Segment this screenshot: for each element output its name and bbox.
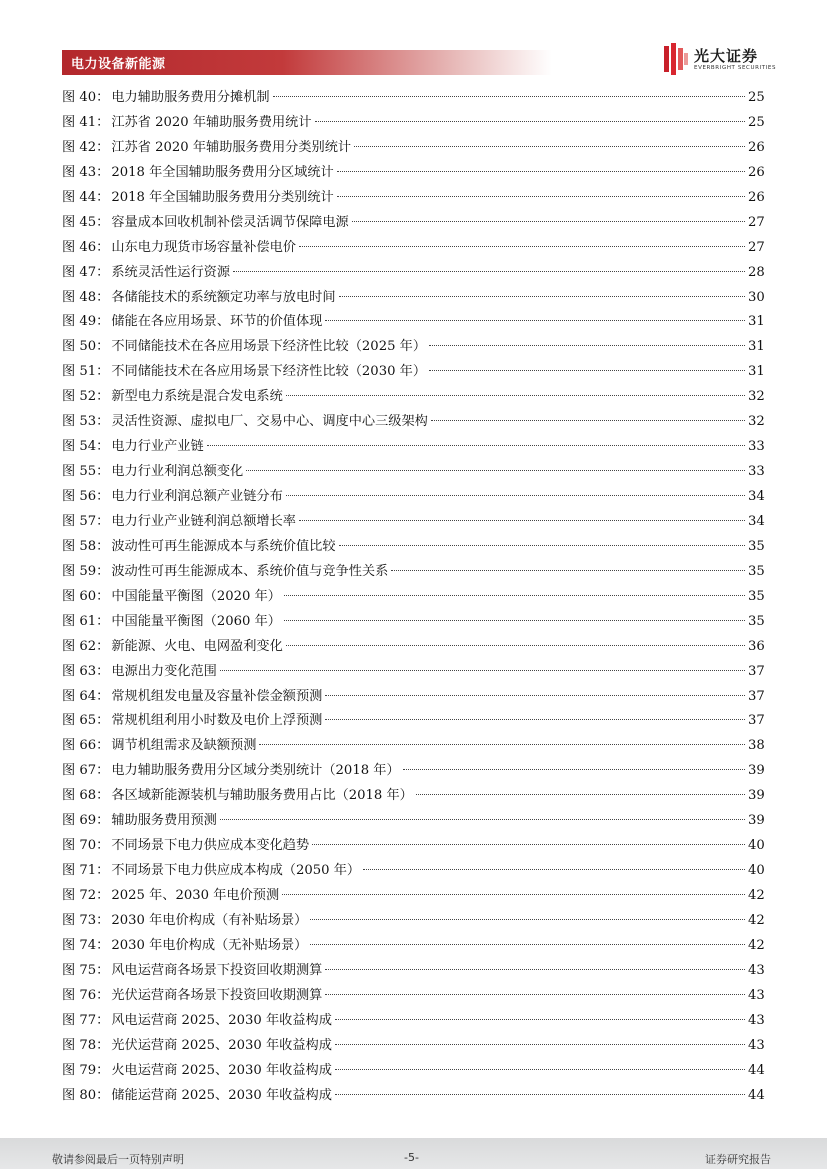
toc-dot-leader	[310, 944, 745, 945]
toc-figure-label: 图 64：	[62, 688, 110, 704]
toc-entry[interactable]	[62, 410, 764, 435]
toc-figure-title[interactable]: 中国能量平衡图（2020 年）	[111, 588, 281, 604]
toc-entry[interactable]	[62, 460, 764, 485]
toc-entry[interactable]	[62, 286, 764, 311]
toc-entry[interactable]	[62, 635, 764, 660]
toc-page-number[interactable]: 40	[748, 863, 765, 879]
toc-entry[interactable]	[62, 211, 764, 236]
toc-entry[interactable]	[62, 859, 764, 884]
toc-entry[interactable]	[62, 809, 764, 834]
toc-entry[interactable]	[62, 111, 764, 136]
toc-figure-title[interactable]: 江苏省 2020 年辅助服务费用分类别统计	[111, 139, 352, 155]
toc-figure-label: 图 47：	[62, 264, 110, 280]
toc-dot-leader	[246, 470, 745, 471]
toc-figure-label: 图 43：	[62, 164, 110, 180]
toc-figure-title[interactable]: 常规机组利用小时数及电价上浮预测	[111, 713, 323, 729]
toc-dot-leader	[325, 994, 745, 995]
toc-figure-label: 图 42：	[62, 139, 110, 155]
logo-text-cn: 光大证券	[694, 47, 759, 65]
toc-page-number[interactable]: 37	[748, 688, 765, 704]
toc-dot-leader	[220, 670, 745, 671]
toc-page-number[interactable]: 25	[748, 114, 765, 130]
toc-page-number[interactable]: 44	[748, 1062, 765, 1078]
toc-dot-leader	[337, 196, 745, 197]
toc-dot-leader	[339, 296, 745, 297]
toc-dot-leader	[352, 221, 745, 222]
toc-dot-leader	[284, 620, 745, 621]
toc-page-number[interactable]: 38	[748, 738, 765, 754]
toc-dot-leader	[403, 769, 745, 770]
toc-figure-label: 图 62：	[62, 638, 110, 654]
toc-dot-leader	[429, 370, 745, 371]
toc-figure-title[interactable]: 调节机组需求及缺额预测	[111, 738, 257, 754]
toc-dot-leader	[325, 719, 745, 720]
toc-entry[interactable]	[62, 984, 764, 1009]
toc-entry[interactable]	[62, 1009, 764, 1034]
toc-figure-label: 图 50：	[62, 339, 110, 355]
toc-dot-leader	[335, 1044, 745, 1045]
toc-entry[interactable]	[62, 959, 764, 984]
toc-dot-leader	[299, 246, 745, 247]
toc-page-number[interactable]: 42	[748, 888, 765, 903]
toc-dot-leader	[325, 695, 745, 696]
toc-figure-title[interactable]: 各区域新能源装机与辅助服务费用占比（2018 年）	[111, 788, 413, 804]
logo-text-en: EVERBRIGHT SECURITIES	[694, 65, 777, 71]
toc-page-number[interactable]: 39	[748, 788, 765, 804]
toc-dot-leader	[315, 121, 745, 122]
toc-figure-title[interactable]: 风电运营商 2025、2030 年收益构成	[111, 1012, 332, 1028]
toc-page-number[interactable]: 37	[748, 713, 765, 729]
toc-entry[interactable]	[62, 884, 764, 909]
toc-figure-label: 图 78：	[62, 1037, 110, 1053]
toc-figure-title[interactable]: 电力辅助服务费用分摊机制	[111, 90, 270, 105]
toc-dot-leader	[282, 894, 745, 895]
toc-figure-title[interactable]: 波动性可再生能源成本、系统价值与竞争性关系	[111, 563, 389, 579]
disclaimer-note: 敬请参阅最后一页特别声明	[52, 1153, 184, 1166]
toc-page-number[interactable]: 34	[748, 489, 765, 504]
toc-entry[interactable]	[62, 310, 764, 335]
toc-figure-title[interactable]: 系统灵活性运行资源	[111, 264, 231, 280]
toc-entry[interactable]	[62, 360, 764, 385]
toc-figure-title[interactable]: 2030 年电价构成（无补贴场景）	[111, 937, 308, 953]
toc-figure-label: 图 46：	[62, 239, 110, 255]
toc-page-number[interactable]: 31	[748, 314, 765, 330]
toc-entry[interactable]	[62, 86, 764, 111]
toc-entry[interactable]	[62, 909, 764, 934]
toc-figure-title[interactable]: 光伏运营商各场景下投资回收期测算	[111, 987, 323, 1003]
toc-entry[interactable]	[62, 1034, 764, 1059]
toc-figure-label: 图 74：	[62, 937, 110, 953]
toc-figure-label: 图 68：	[62, 788, 110, 804]
toc-figure-label: 图 59：	[62, 563, 110, 579]
toc-page-number[interactable]: 25	[748, 90, 765, 105]
toc-figure-label: 图 60：	[62, 588, 110, 604]
toc-figure-title[interactable]: 电力行业利润总额产业链分布	[111, 489, 283, 504]
everbright-logo-icon	[662, 42, 690, 76]
report-type: 证券研究报告	[705, 1153, 771, 1166]
toc-page-number[interactable]: 43	[748, 962, 765, 978]
toc-dot-leader	[284, 595, 745, 596]
toc-figure-label: 图 48：	[62, 289, 110, 305]
toc-figure-title[interactable]: 2025 年、2030 年电价预测	[111, 888, 280, 903]
toc-figure-title[interactable]: 火电运营商 2025、2030 年收益构成	[111, 1062, 332, 1078]
toc-figure-label: 图 63：	[62, 663, 110, 679]
toc-entry[interactable]	[62, 560, 764, 585]
toc-entry[interactable]	[62, 535, 764, 560]
toc-page-number[interactable]: 42	[748, 912, 765, 928]
toc-page-number[interactable]: 33	[748, 439, 765, 455]
toc-page-number[interactable]: 43	[748, 1012, 765, 1028]
toc-page-number[interactable]: 35	[748, 563, 765, 579]
toc-figure-title[interactable]: 风电运营商各场景下投资回收期测算	[111, 962, 323, 978]
toc-page-number[interactable]: 26	[748, 164, 765, 180]
toc-dot-leader	[299, 520, 745, 521]
toc-dot-leader	[325, 320, 745, 321]
toc-figure-label: 图 49：	[62, 314, 110, 330]
toc-entry[interactable]	[62, 435, 764, 460]
toc-figure-label: 图 69：	[62, 813, 110, 829]
toc-figure-title[interactable]: 储能在各应用场景、环节的价值体现	[111, 314, 323, 330]
everbright-logo	[662, 42, 777, 76]
toc-figure-title[interactable]: 常规机组发电量及容量补偿金额预测	[111, 688, 323, 704]
toc-page-number[interactable]: 44	[748, 1087, 765, 1103]
toc-dot-leader	[431, 420, 745, 421]
toc-entry[interactable]	[62, 335, 764, 360]
toc-figure-label: 图 58：	[62, 538, 110, 554]
toc-entry[interactable]	[62, 784, 764, 809]
toc-dot-leader	[335, 1019, 745, 1020]
toc-dot-leader	[339, 545, 745, 546]
toc-entry[interactable]	[62, 161, 764, 186]
toc-entry[interactable]	[62, 485, 764, 510]
toc-page-number[interactable]: 39	[748, 813, 765, 829]
toc-page-number[interactable]: 35	[748, 588, 765, 604]
toc-dot-leader	[233, 271, 745, 272]
toc-dot-leader	[363, 869, 745, 870]
toc-entry[interactable]	[62, 709, 764, 734]
toc-figure-title[interactable]: 2030 年电价构成（有补贴场景）	[111, 912, 308, 928]
toc-dot-leader	[416, 794, 745, 795]
toc-page-number[interactable]: 36	[748, 638, 765, 654]
toc-page-number[interactable]: 31	[748, 339, 765, 355]
toc-page-number[interactable]: 32	[748, 389, 765, 405]
toc-figure-label: 图 80：	[62, 1087, 110, 1103]
toc-figure-label: 图 71：	[62, 863, 110, 879]
toc-entry[interactable]	[62, 385, 764, 410]
toc-figure-label: 图 76：	[62, 987, 110, 1003]
toc-page-number[interactable]: 39	[748, 763, 765, 779]
toc-figure-label: 图 67：	[62, 763, 110, 779]
toc-figure-label: 图 73：	[62, 912, 110, 928]
toc-page-number[interactable]: 28	[748, 264, 765, 280]
toc-dot-leader	[337, 171, 745, 172]
toc-figure-title[interactable]: 2018 年全国辅助服务费用分区域统计	[111, 164, 334, 180]
toc-entry[interactable]	[62, 660, 764, 685]
toc-page-number[interactable]: 34	[748, 513, 765, 529]
toc-figure-label: 图 51：	[62, 364, 110, 380]
page-number: -5-	[404, 1151, 419, 1164]
toc-entry[interactable]	[62, 759, 764, 784]
toc-figure-label: 图 65：	[62, 713, 110, 729]
toc-dot-leader	[286, 395, 745, 396]
toc-entry[interactable]	[62, 934, 764, 959]
toc-dot-leader	[335, 1094, 745, 1095]
toc-figure-title[interactable]: 辅助服务费用预测	[111, 813, 217, 829]
toc-figure-title[interactable]: 不同场景下电力供应成本构成（2050 年）	[111, 863, 361, 879]
toc-dot-leader	[207, 445, 745, 446]
toc-figure-label: 图 75：	[62, 962, 110, 978]
toc-figure-label: 图 52：	[62, 389, 110, 405]
toc-figure-title[interactable]: 电源出力变化范围	[111, 663, 217, 679]
toc-entry[interactable]	[62, 1059, 764, 1084]
toc-dot-leader	[259, 744, 745, 745]
toc-figure-title[interactable]: 储能运营商 2025、2030 年收益构成	[111, 1087, 332, 1103]
toc-page-number[interactable]: 42	[748, 937, 765, 953]
toc-page-number[interactable]: 27	[748, 214, 765, 230]
toc-entry[interactable]	[62, 585, 764, 610]
toc-page-number[interactable]: 32	[748, 414, 765, 430]
toc-dot-leader	[286, 495, 745, 496]
toc-page-number[interactable]: 43	[748, 987, 765, 1003]
toc-figure-title[interactable]: 不同储能技术在各应用场景下经济性比较（2030 年）	[111, 364, 427, 380]
toc-figure-label: 图 40：	[62, 90, 110, 105]
toc-dot-leader	[335, 1069, 745, 1070]
section-title: 电力设备新能源	[71, 57, 166, 72]
toc-figure-title[interactable]: 各储能技术的系统额定功率与放电时间	[111, 289, 336, 305]
toc-page-number[interactable]: 26	[748, 139, 765, 155]
toc-figure-label: 图 57：	[62, 513, 110, 529]
toc-entry[interactable]	[62, 236, 764, 261]
toc-entry[interactable]	[62, 685, 764, 710]
toc-figure-label: 图 54：	[62, 439, 110, 455]
toc-figure-label: 图 55：	[62, 464, 110, 480]
toc-entry[interactable]	[62, 186, 764, 211]
toc-figure-title[interactable]: 电力行业产业链	[111, 439, 204, 455]
toc-entry[interactable]	[62, 834, 764, 859]
page-footer	[0, 1138, 827, 1169]
toc-figure-title[interactable]: 波动性可再生能源成本与系统价值比较	[111, 538, 336, 554]
toc-figure-label: 图 66：	[62, 738, 110, 754]
toc-figure-label: 图 79：	[62, 1062, 110, 1078]
toc-dot-leader	[273, 96, 745, 97]
toc-figure-label: 图 41：	[62, 114, 110, 130]
toc-dot-leader	[391, 570, 745, 571]
toc-figure-label: 图 56：	[62, 489, 110, 504]
toc-figure-label: 图 77：	[62, 1012, 110, 1028]
toc-figure-title[interactable]: 电力行业利润总额变化	[111, 464, 244, 480]
toc-dot-leader	[312, 844, 745, 845]
toc-figure-label: 图 53：	[62, 414, 110, 430]
toc-entry[interactable]	[62, 261, 764, 286]
toc-figure-label: 图 44：	[62, 189, 110, 205]
toc-page-number[interactable]: 43	[748, 1037, 765, 1053]
toc-dot-leader	[220, 819, 745, 820]
toc-figure-title[interactable]: 电力辅助服务费用分区域分类别统计（2018 年）	[111, 763, 400, 779]
toc-page-number[interactable]: 27	[748, 239, 765, 255]
toc-page-number[interactable]: 26	[748, 189, 765, 205]
toc-figure-title[interactable]: 中国能量平衡图（2060 年）	[111, 613, 281, 629]
toc-page-number[interactable]: 35	[748, 613, 765, 629]
toc-dot-leader	[354, 146, 745, 147]
toc-figure-label: 图 61：	[62, 613, 110, 629]
toc-page-number[interactable]: 35	[748, 538, 765, 554]
toc-page-number[interactable]: 37	[748, 663, 765, 679]
toc-entry[interactable]	[62, 510, 764, 535]
toc-figure-title[interactable]: 不同储能技术在各应用场景下经济性比较（2025 年）	[111, 339, 427, 355]
toc-entry[interactable]	[62, 734, 764, 759]
toc-entry[interactable]	[62, 1084, 764, 1109]
toc-figure-title[interactable]: 灵活性资源、虚拟电厂、交易中心、调度中心三级架构	[111, 414, 428, 430]
toc-figure-label: 图 70：	[62, 838, 110, 854]
toc-entry[interactable]	[62, 136, 764, 161]
toc-figure-title[interactable]: 江苏省 2020 年辅助服务费用统计	[111, 114, 312, 130]
toc-figure-title[interactable]: 电力行业产业链利润总额增长率	[111, 513, 296, 529]
toc-figure-title[interactable]: 光伏运营商 2025、2030 年收益构成	[111, 1037, 332, 1053]
toc-dot-leader	[429, 345, 745, 346]
toc-dot-leader	[310, 919, 745, 920]
toc-page-number[interactable]: 33	[748, 464, 765, 480]
toc-figure-title[interactable]: 山东电力现货市场容量补偿电价	[111, 239, 296, 255]
toc-page-number[interactable]: 40	[748, 838, 765, 854]
toc-dot-leader	[325, 969, 745, 970]
toc-page-number[interactable]: 31	[748, 364, 765, 380]
section-header-bar	[62, 50, 552, 75]
toc-page-number[interactable]: 30	[748, 289, 765, 305]
figure-index-list	[62, 86, 764, 1108]
toc-figure-title[interactable]: 新型电力系统是混合发电系统	[111, 389, 283, 405]
toc-figure-title[interactable]: 新能源、火电、电网盈利变化	[111, 638, 283, 654]
toc-figure-title[interactable]: 容量成本回收机制补偿灵活调节保障电源	[111, 214, 349, 230]
toc-entry[interactable]	[62, 610, 764, 635]
toc-dot-leader	[286, 645, 745, 646]
toc-figure-label: 图 72：	[62, 888, 110, 903]
toc-figure-label: 图 45：	[62, 214, 110, 230]
toc-figure-title[interactable]: 不同场景下电力供应成本变化趋势	[111, 838, 310, 854]
toc-figure-title[interactable]: 2018 年全国辅助服务费用分类别统计	[111, 189, 334, 205]
